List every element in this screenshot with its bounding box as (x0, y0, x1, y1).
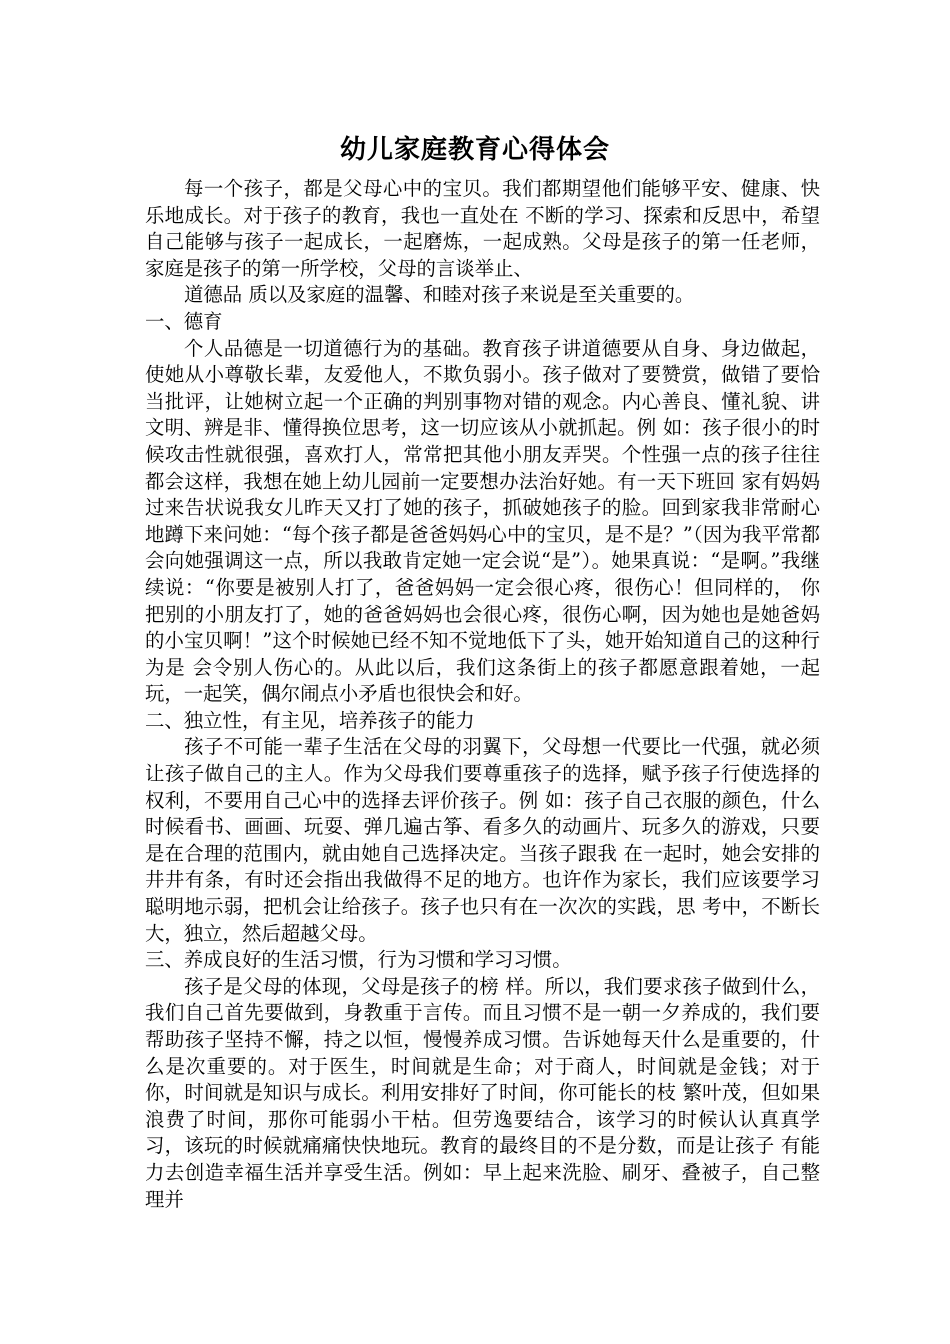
document-body (145, 176, 820, 1213)
section-paragraph-habits: 孩子是父母的体现，父母是孩子的榜 样。所以，我们要求孩子做到什么，我们自己首先要做到，身教重于言传。而且习惯不是一朝一夕养成的，我们要帮助孩子坚持不懈，持之以恒，慢慢养成习惯。告诉她每天什么是重要的，什么是次重要的。对于医生，时间就是生命；对于商人，时间就是金钱；对于你，时间就是知识与成长。利用安排好了时间，你可能长的枝 繁叶茂，但如果浪费了时间，那你可能弱小干枯。但劳逸要结合，该学习的时候认认真真学习，该玩的时候就痛痛快快地玩。教育的最终目的不是分数，而是让孩子 有能力去创造幸福生活并享受生活。例如：早上起来洗脸、刷牙、叠被子，自己整理并 (145, 974, 820, 1211)
section-paragraph-independence: 孩子不可能一辈子生活在父母的羽翼下，父母想一代要比一代强，就必须让孩子做自己的主人。作为父母我们要尊重孩子的选择，赋予孩子行使选择的权利，不要用自己心中的选择去评价孩子。例 如：孩子自己衣服的颜色，什么时候看书、画画、玩耍、弹几遍古筝、看多久的动画片、玩多久的游戏，只要是在合理的范围内，就由她自己选择决定。当孩子跟我 在一起时，她会安排的井井有条，有时还会指出我做得不足的地方。也许作为家长，我们应该要学习聪明地示弱，把机会让给孩子。孩子也只有在一次次的实践，思 考中，不断长大，独立，然后超越父母。 (145, 735, 820, 945)
section-heading-independence: 二、独立性，有主见，培养孩子的能力 (145, 708, 475, 732)
intro-paragraph-continued: 道德品 质以及家庭的温馨、和睦对孩子来说是至关重要的。 (184, 283, 695, 307)
intro-paragraph: 每一个孩子，都是父母心中的宝贝。我们都期望他们能够平安、健康、快乐地成长。对于孩子的教育，我也一直处在 不断的学习、探索和反思中，希望自己能够与孩子一起成长，一起磨炼，一起成熟。父母是孩子的第一任老师，家庭是孩子的第一所学校，父母的言谈举止、 (145, 177, 820, 280)
document-title: 幼儿家庭教育心得体会 (339, 135, 610, 165)
section-heading-moral: 一、德育 (145, 309, 223, 333)
section-paragraph-moral: 个人品德是一切道德行为的基础。教育孩子讲道德要从自身、身边做起，使她从小尊敬长辈，友爱他人，不欺负弱小。孩子做对了要赞赏，做错了要恰当批评，让她树立起一个正确的判别事物对错的观念。内心善良、懂礼貌、讲文明、辨是非、懂得换位思考，这一切应该从小就抓起。例 如：孩子很小的时候攻击性就很强，喜欢打人，常常把其他小朋友弄哭。个性强一点的孩子往往都会这样，我想在她上幼儿园前一定要想办法治好她。有一天下班回 家有妈妈过来告状说我女儿昨天又打了她的孩子，抓破她孩子的脸。回到家我非常耐心地蹲下来问她：“每个孩子都是爸爸妈妈心中的宝贝，是不是？”（因为我平常都会向她强调这一点，所以我敢肯定她一定会说“是”）。她果真说：“是啊。”我继续说：“你要是被别人打了，爸爸妈妈一定会很心疼，很伤心！但同样的， 你把别的小朋友打了，她的爸爸妈妈也会很心疼，很伤心啊，因为她也是她爸妈的小宝贝啊！”这个时候她已经不知不觉地低下了头，她开始知道自己的这种行为是 会令别人伤心的。从此以后，我们这条街上的孩子都愿意跟着她，一起玩，一起笑，偶尔闹点小矛盾也很快会和好。 (145, 336, 820, 706)
section-heading-habits: 三、养成良好的生活习惯，行为习惯和学习习惯。 (145, 948, 572, 972)
